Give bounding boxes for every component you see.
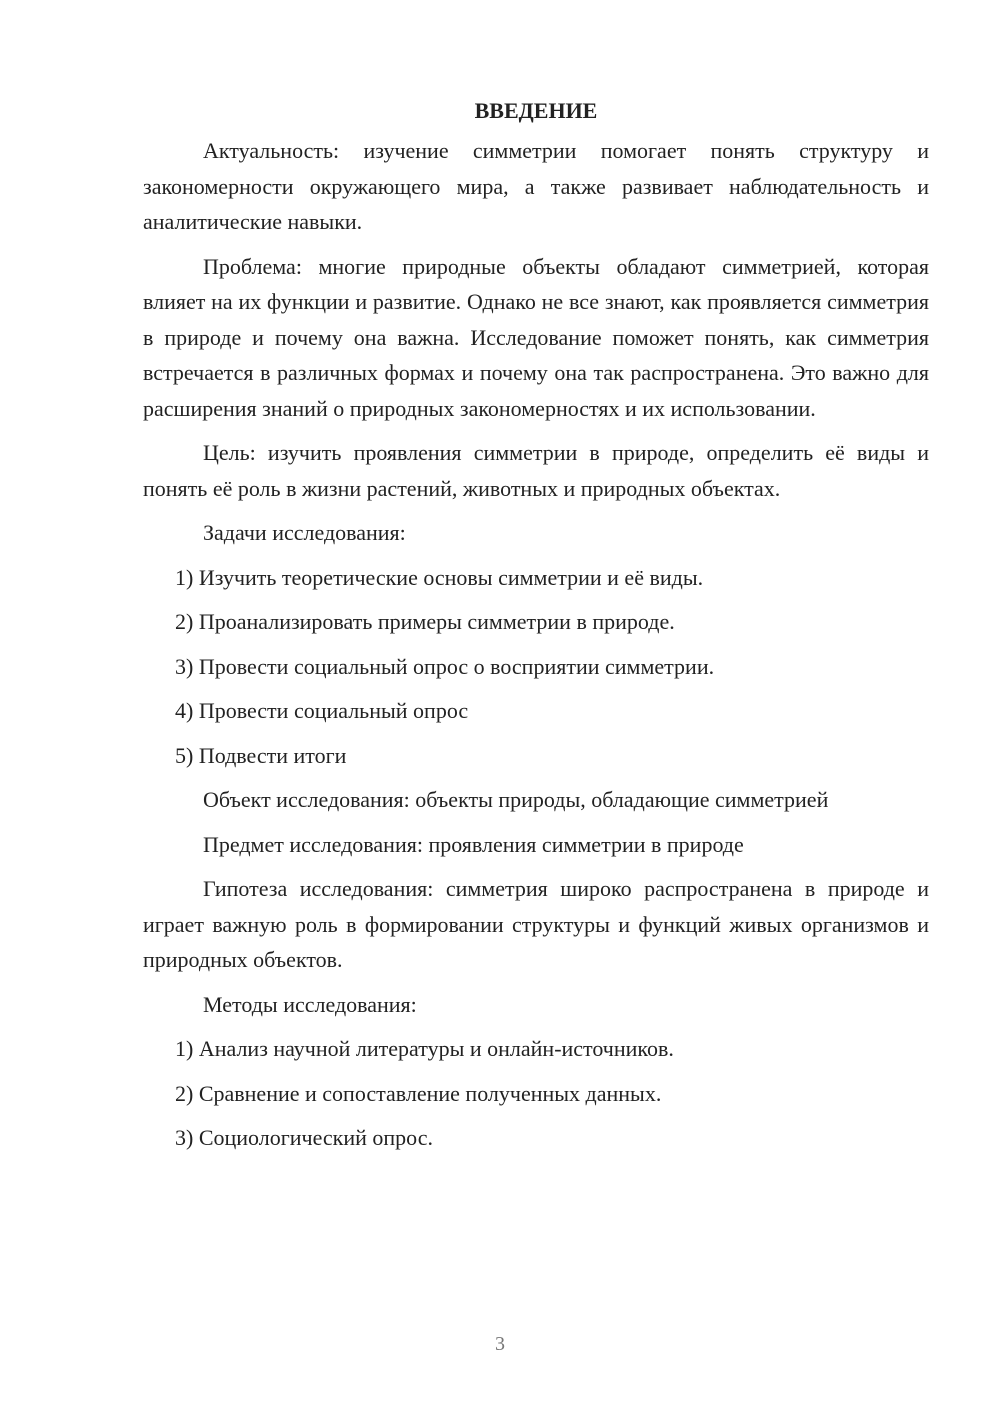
research-object: Объект исследования: объекты природы, обладающие симметрией: [203, 787, 829, 812]
relevance-paragraph: Актуальность: изучение симметрии помогает понять структуру и закономерности окружающего мира, а также развивает наблюдательность и аналитические навыки.: [143, 138, 929, 234]
task-item: 4) Провести социальный опрос: [175, 698, 469, 723]
methods-list: [143, 1031, 929, 1156]
research-subject: Предмет исследования: проявления симметрии в природе: [203, 831, 744, 857]
section-title: ВВЕДЕНИЕ: [474, 98, 598, 123]
tasks-list: [143, 560, 929, 774]
task-item: 3) Провести социальный опрос о восприятии симметрии.: [175, 653, 715, 679]
document-page: [143, 95, 929, 1165]
goal-paragraph: Цель: изучить проявления симметрии в природе, определить её виды и понять её роль в жизни растений, животных и природных объектах.: [143, 440, 929, 501]
methods-heading: Методы исследования:: [203, 991, 417, 1017]
method-item: 3) Социологический опрос.: [175, 1125, 433, 1150]
tasks-heading: Задачи исследования:: [203, 520, 406, 545]
task-item: 1) Изучить теоретические основы симметрии и её виды.: [175, 564, 704, 590]
task-item: 5) Подвести итоги: [175, 742, 347, 768]
method-item: 1) Анализ научной литературы и онлайн-источников.: [175, 1036, 674, 1061]
method-item: 2) Сравнение и сопоставление полученных данных.: [175, 1080, 662, 1106]
problem-paragraph: Проблема: многие природные объекты обладают симметрией, которая влияет на их функции и развитие. Однако не все знают, как проявляется симметрия в природе и почему она важна. Исследование поможет понять, как симметрия встречается в различных формах и почему она так распространена. Это важно для расширения знаний о природных закономерностях и их использовании.: [143, 253, 929, 421]
task-item: 2) Проанализировать примеры симметрии в природе.: [175, 609, 675, 634]
hypothesis-paragraph: Гипотеза исследования: симметрия широко распространена в природе и играет важную роль в формировании структуры и функций живых организмов и природных объектов.: [143, 876, 929, 972]
page-number: 3: [495, 1333, 505, 1355]
